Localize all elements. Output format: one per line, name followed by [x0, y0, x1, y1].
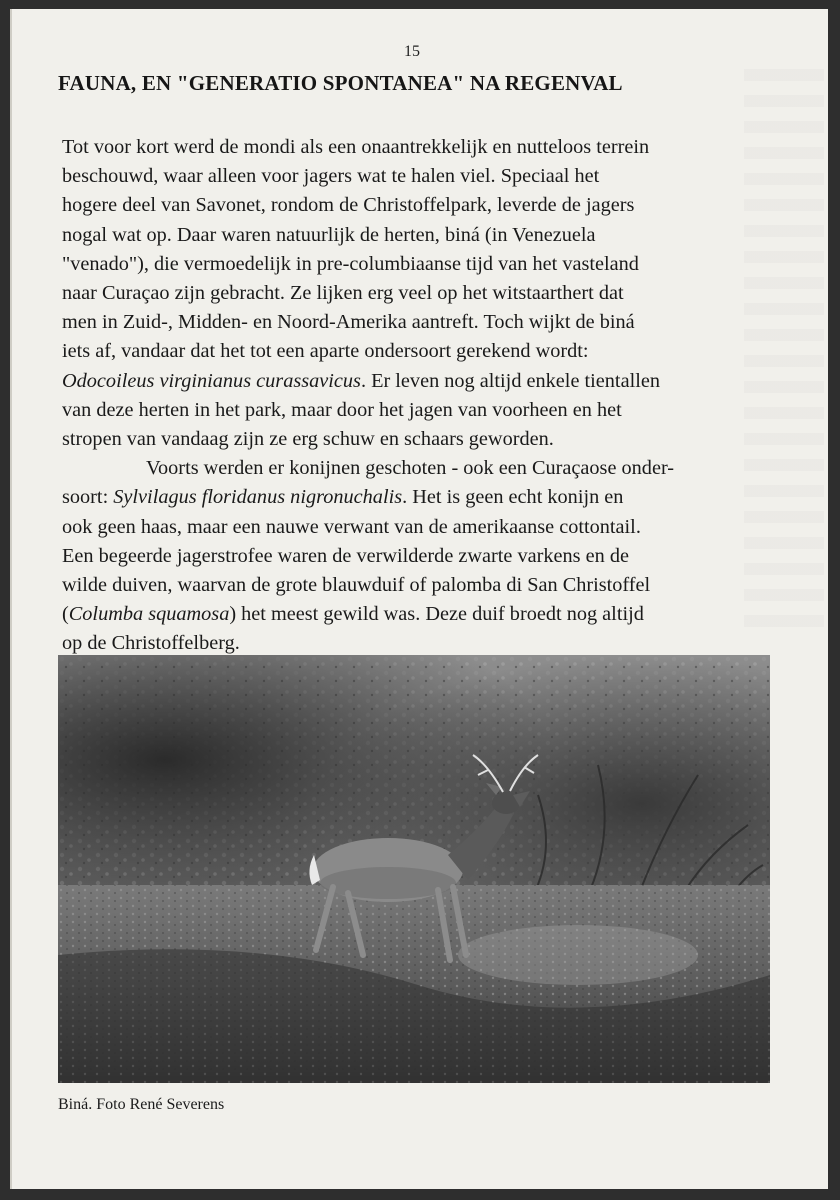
- text-segment: . Het is geen echt konijn en: [402, 486, 624, 509]
- species-name: Sylvilagus floridanus nigronuchalis: [113, 486, 403, 509]
- page-number: 15: [404, 43, 420, 60]
- body-line: [62, 367, 772, 396]
- deer-photo: [58, 655, 770, 1083]
- text-segment: Een begeerde jagerstrofee waren de verwilderde zwarte varkens en de: [62, 544, 629, 567]
- body-line: [62, 308, 772, 337]
- body-line: [62, 542, 772, 571]
- text-segment: nogal wat op. Daar waren natuurlijk de herten, biná (in Venezuela: [62, 223, 596, 246]
- body-line: [62, 571, 772, 600]
- text-segment: beschouwd, waar alleen voor jagers wat te halen viel. Speciaal het: [62, 165, 600, 188]
- body-line: [62, 191, 772, 220]
- body-line: [62, 425, 772, 454]
- text-segment: naar Curaçao zijn gebracht. Ze lijken erg veel op het witstaarthert dat: [62, 282, 624, 305]
- text-segment: ook geen haas, maar een nauwe verwant van de amerikaanse cottontail.: [62, 515, 641, 538]
- text-segment: van deze herten in het park, maar door het jagen van voorheen en het: [62, 398, 622, 421]
- section-title: FAUNA, EN "GENERATIO SPONTANEA" NA REGENVAL: [58, 71, 623, 95]
- body-line: [62, 513, 772, 542]
- text-segment: op de Christoffelberg.: [62, 632, 240, 655]
- document-page: [10, 9, 828, 1189]
- text-segment: soort:: [62, 486, 114, 509]
- body-line: [62, 483, 772, 512]
- text-segment: stropen van vandaag zijn ze erg schuw en schaars geworden.: [62, 428, 554, 451]
- body-line: [62, 162, 772, 191]
- body-line: [62, 250, 772, 279]
- text-segment: iets af, vandaar dat het tot een aparte ondersoort gerekend wordt:: [62, 340, 589, 363]
- body-line: [62, 133, 772, 162]
- species-name: Odocoileus virginianus curassavicus: [62, 369, 361, 392]
- text-segment: Tot voor kort werd de mondi als een onaantrekkelijk en nutteloos terrein: [62, 136, 650, 158]
- text-segment: (: [62, 603, 69, 626]
- body-text: [62, 133, 772, 659]
- photo-caption: Biná. Foto René Severens: [58, 1096, 225, 1113]
- body-line: [62, 454, 772, 483]
- body-line: [62, 600, 772, 629]
- text-segment: men in Zuid-, Midden- en Noord-Amerika aantreft. Toch wijkt de biná: [62, 311, 635, 334]
- text-segment: "venado"), die vermoedelijk in pre-columbiaanse tijd van het vasteland: [62, 252, 639, 275]
- body-line: [62, 221, 772, 250]
- species-name: Columba squamosa: [68, 603, 230, 626]
- text-segment: . Er leven nog altijd enkele tientallen: [360, 369, 660, 392]
- text-segment: wilde duiven, waarvan de grote blauwduif of palomba di San Christoffel: [62, 574, 651, 597]
- body-line: [62, 279, 772, 308]
- text-segment: hogere deel van Savonet, rondom de Christoffelpark, leverde de jagers: [62, 194, 635, 217]
- body-line: [62, 396, 772, 425]
- text-segment: ) het meest gewild was. Deze duif broedt nog altijd: [229, 603, 644, 626]
- body-line: [62, 337, 772, 366]
- text-segment: Voorts werden er konijnen geschoten - ook een Curaçaose onder-: [146, 457, 675, 480]
